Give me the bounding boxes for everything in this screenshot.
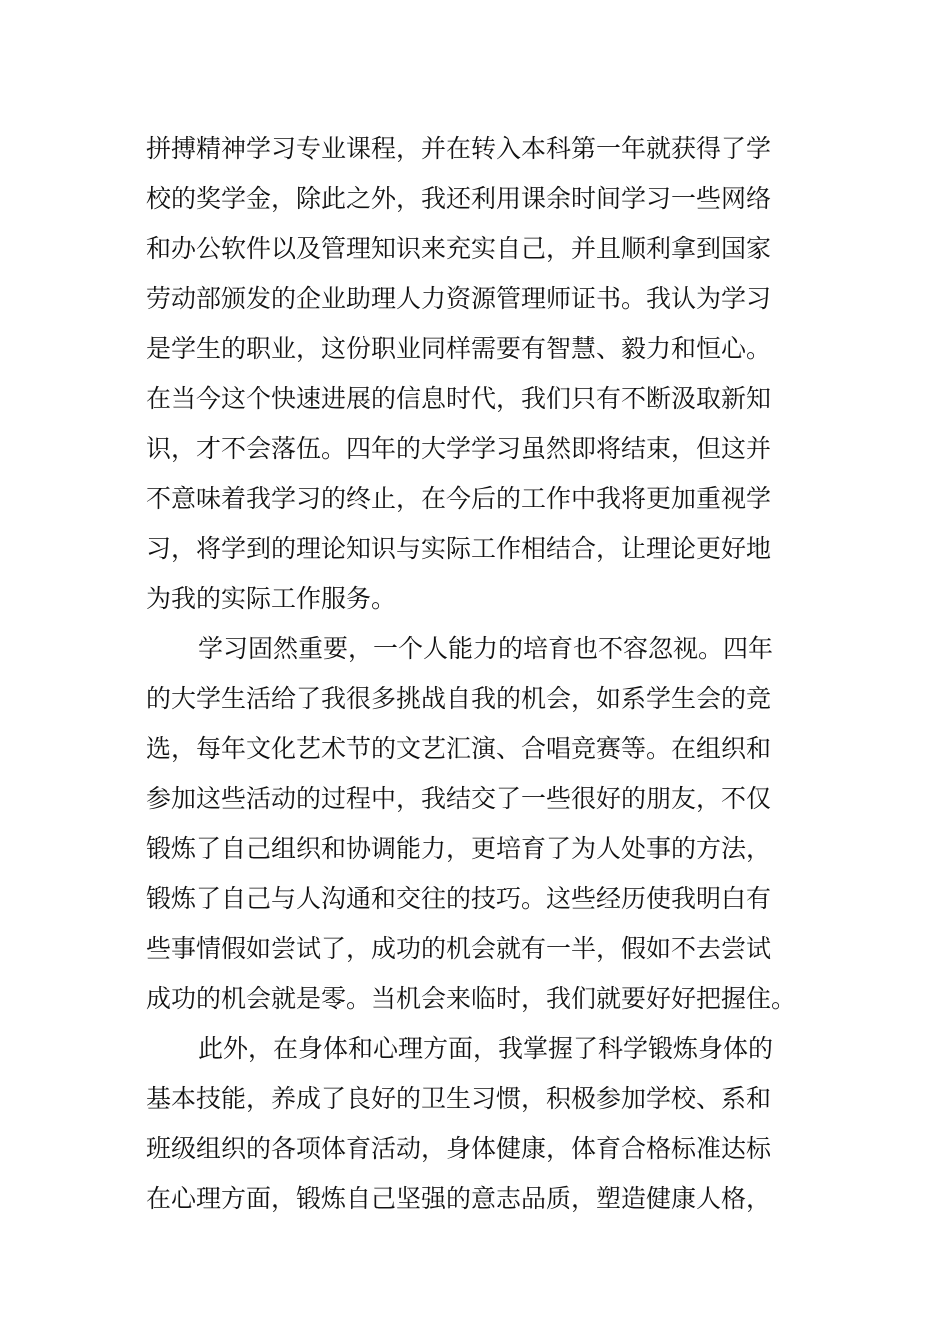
text-line: 不意味着我学习的终止，在今后的工作中我将更加重视学 bbox=[146, 484, 772, 513]
text-line: 锻炼了自己组织和协调能力，更培育了为人处事的方法， bbox=[146, 834, 772, 863]
text-line: 锻炼了自己与人沟通和交往的技巧。这些经历使我明白有 bbox=[146, 884, 772, 913]
text-line: 劳动部颁发的企业助理人力资源管理师证书。我认为学习 bbox=[146, 284, 772, 313]
text-line: 为我的实际工作服务。 bbox=[146, 584, 397, 613]
text-line: 参加这些活动的过程中，我结交了一些很好的朋友，不仅 bbox=[146, 784, 772, 813]
text-line: 习，将学到的理论知识与实际工作相结合，让理论更好地 bbox=[146, 534, 772, 563]
text-line: 此外，在身体和心理方面，我掌握了科学锻炼身体的 bbox=[198, 1034, 774, 1063]
text-line: 在心理方面，锻炼自己坚强的意志品质，塑造健康人格， bbox=[146, 1184, 772, 1213]
text-line: 的大学生活给了我很多挑战自我的机会，如系学生会的竞 bbox=[146, 684, 772, 713]
text-line: 识，才不会落伍。四年的大学学习虽然即将结束，但这并 bbox=[146, 434, 772, 463]
text-line: 和办公软件以及管理知识来充实自己，并且顺利拿到国家 bbox=[146, 234, 772, 263]
text-line: 选，每年文化艺术节的文艺汇演、合唱竞赛等。在组织和 bbox=[146, 734, 772, 763]
text-line: 是学生的职业，这份职业同样需要有智慧、毅力和恒心。 bbox=[146, 334, 772, 363]
text-line: 校的奖学金，除此之外，我还利用课余时间学习一些网络 bbox=[146, 184, 772, 213]
text-line: 在当今这个快速进展的信息时代，我们只有不断汲取新知 bbox=[146, 384, 772, 413]
text-line: 成功的机会就是零。当机会来临时，我们就要好好把握住。 bbox=[146, 984, 797, 1013]
text-line: 拼搏精神学习专业课程，并在转入本科第一年就获得了学 bbox=[146, 134, 772, 163]
text-line: 些事情假如尝试了，成功的机会就有一半，假如不去尝试 bbox=[146, 934, 772, 963]
text-line: 基本技能，养成了良好的卫生习惯，积极参加学校、系和 bbox=[146, 1084, 772, 1113]
text-line: 班级组织的各项体育活动，身体健康，体育合格标准达标 bbox=[146, 1134, 772, 1163]
text-line: 学习固然重要，一个人能力的培育也不容忽视。四年 bbox=[198, 634, 774, 663]
document-body bbox=[146, 124, 816, 1224]
